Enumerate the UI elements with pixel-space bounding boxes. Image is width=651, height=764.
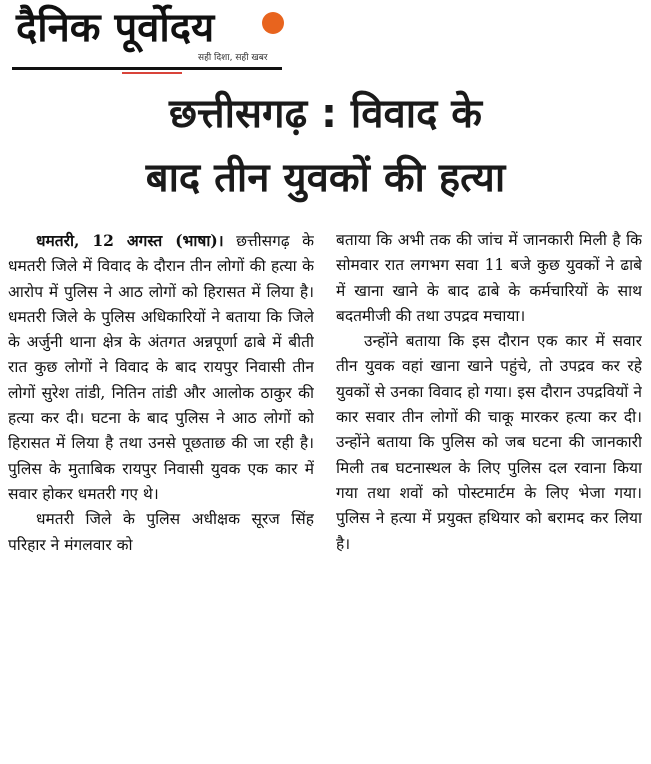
article-headline <box>0 82 651 210</box>
article-column-left <box>8 228 314 764</box>
article-paragraph: उन्होंने बताया कि इस दौरान एक कार में सवार तीन युवक वहां खाना खाने पहुंचे, तो उपद्रव कर रहे युवकों से उनका विवाद हो गया। इस दौरान उपद्रवियों ने कार सवार तीन लोगों की चाकू मारकर हत्या कर दी। उन्होंने बताया कि पुलिस को जब घटना की जानकारी मिली तब घटनास्थल के लिए पुलिस दल रवाना किया गया तथा शवों को पोस्टमार्टम के लिए भेजा गया। पुलिस ने हत्या में प्रयुक्त हथियार को बरामद कर लिया है। <box>336 332 642 553</box>
masthead-accent-rule <box>122 72 182 74</box>
newspaper-tagline: सही दिशा, सही खबर <box>198 53 268 63</box>
dateline: धमतरी, 12 अगस्त (भाषा)। <box>36 231 224 250</box>
masthead <box>12 2 332 74</box>
paragraph-text: छत्तीसगढ़ के धमतरी जिले में विवाद के दौरान तीन लोगों की हत्या के आरोप में पुलिस ने आठ लोगों को हिरासत में लिया है। धमतरी जिले के पुलिस अधिकारियों ने बताया कि जिले के अर्जुनी थाना क्षेत्र के अंतगत अन्नपूर्णा ढाबे में बीती रात कुछ लोगों ने विवाद के बाद रायपुर निवासी तीन लोगों सुरेश तांडी, नितिन तांडी और आलोक ठाकुर की हत्या कर दी। घटना के बाद पुलिस ने आठ लोगों को हिरासत में लिया है तथा उनसे पूछताछ की जा रही है। पुलिस के मुताबिक रायपुर निवासी युवक एक कार में सवार होकर धमतरी गए थे। <box>8 232 314 503</box>
logo-sun-icon <box>262 12 284 34</box>
headline-line-1: छत्तीसगढ़ : विवाद के <box>168 91 483 137</box>
headline-line-2: बाद तीन युवकों की हत्या <box>145 155 506 201</box>
article-paragraph: बताया कि अभी तक की जांच में जानकारी मिली है कि सोमवार रात लगभग सवा 11 बजे कुछ युवकों ने ढाबे में खाना खाने के बाद ढाबे के कर्मचारियों के साथ बदतमीजी की तथा उपद्रव मचाया। <box>336 231 642 325</box>
article-paragraph <box>8 228 314 507</box>
article-column-right <box>336 228 642 764</box>
article-paragraph: धमतरी जिले के पुलिस अधीक्षक सूरज सिंह परिहार ने मंगलवार को <box>8 510 314 554</box>
masthead-rule <box>12 67 282 70</box>
newspaper-logo: दैनिक पूर्वोदय <box>16 5 215 51</box>
